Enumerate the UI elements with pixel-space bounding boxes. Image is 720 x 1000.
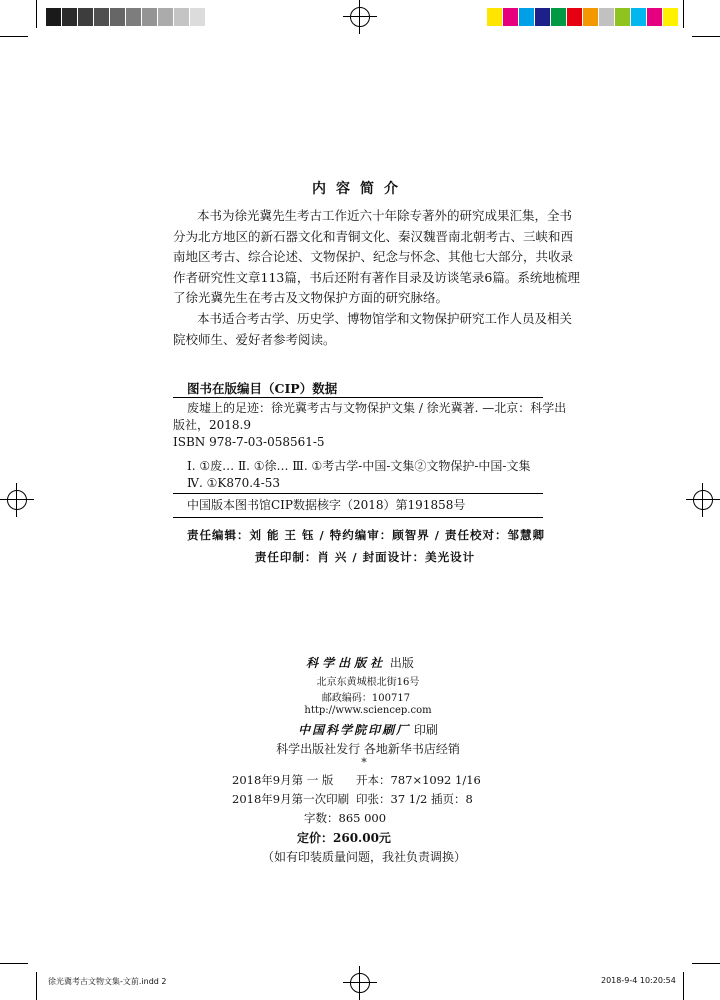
cip-verify-number: 中国版本图书馆CIP数据核字（2018）第191858号 (187, 498, 466, 512)
gray-swatch (46, 8, 61, 26)
crop-mark (683, 0, 684, 28)
quality-notice: （如有印装质量问题，我社负责调换） (262, 850, 467, 864)
sheets-info: 印张：37 1/2 插页：8 (356, 792, 473, 806)
publisher-postcode: 邮政编码：100717 (321, 693, 411, 704)
gray-swatch (62, 8, 77, 26)
color-swatch (615, 8, 630, 26)
cip-subject-line: Ⅰ. ①废… Ⅱ. ①徐… Ⅲ. ①考古学-中国-文集②文物保护-中国-文集 (187, 459, 531, 473)
divider (173, 493, 543, 494)
color-swatch (487, 8, 502, 26)
color-swatch (519, 8, 534, 26)
crop-mark (0, 963, 28, 964)
editor-credits: 责任编辑：刘 能 王 钰 / 特约编审：顾智界 / 责任校对：邹慧卿 (187, 528, 545, 542)
indd-timestamp: 2018-9-4 10:20:54 (601, 976, 676, 985)
gray-swatch (78, 8, 93, 26)
color-swatch (647, 8, 662, 26)
cip-entry-line: 废墟上的足迹：徐光冀考古与文物保护文集 / 徐光冀著. —北京：科学出 (187, 401, 567, 415)
color-swatch (663, 8, 678, 26)
intro-line: 南地区考古、综合论述、文物保护、纪念与怀念、其他七大部分，共收录 (173, 249, 574, 264)
intro-line: 了徐光冀先生在考古及文物保护方面的研究脉络。 (173, 290, 449, 305)
word-count: 字数：865 000 (304, 811, 387, 825)
crop-mark (36, 972, 37, 1000)
registration-mark-right (686, 483, 720, 517)
intro-line: 作者研究性文章113篇，书后还附有著作目录及访谈笔录6篇。系统地梳理 (173, 269, 580, 285)
printer-name-logotype: 中国科学院印刷厂 (298, 723, 411, 737)
intro-heading: 内容简介 (312, 181, 408, 197)
color-swatch (599, 8, 614, 26)
intro-line: 院校师生、爱好者参考阅读。 (173, 331, 336, 347)
publisher-name-logotype: 科学出版社 (306, 656, 387, 670)
registration-mark-left (0, 483, 34, 517)
intro-paragraph-2 (173, 309, 573, 350)
separator-star: * (361, 756, 367, 769)
price: 定价：260.00元 (297, 831, 391, 845)
divider (173, 397, 543, 398)
printer-line (0, 721, 720, 738)
color-swatch (567, 8, 582, 26)
printer-suffix: 印刷 (413, 723, 438, 737)
cip-title: 图书在版编目（CIP）数据 (187, 381, 338, 396)
cip-entry-line: 版社，2018.9 (173, 418, 251, 432)
printing-info: 2018年9月第一次印刷 (232, 792, 350, 806)
cip-subject-line: Ⅳ. ①K870.4-53 (187, 476, 281, 490)
intro-line: 本书适合考古学、历史学、博物馆学和文物保护研究工作人员及相关 (197, 311, 573, 326)
publisher-url: http://www.sciencep.com (304, 705, 432, 716)
divider (173, 517, 543, 518)
color-swatch (551, 8, 566, 26)
crop-mark (683, 972, 684, 1000)
crop-mark (692, 963, 720, 964)
gray-swatch (126, 8, 141, 26)
crop-mark (0, 36, 28, 37)
gray-swatch (158, 8, 173, 26)
gray-swatch (190, 8, 205, 26)
cip-subjects (187, 458, 530, 492)
gray-swatch (142, 8, 157, 26)
color-swatch (503, 8, 518, 26)
intro-paragraph-1 (173, 206, 580, 309)
crop-mark (36, 0, 37, 28)
intro-line: 分为北方地区的新石器文化和青铜文化、秦汉魏晋南北朝考古、三峡和西 (173, 228, 574, 244)
registration-mark-bottom (343, 966, 377, 1000)
gray-swatch (94, 8, 109, 26)
color-swatch (535, 8, 550, 26)
color-swatch (631, 8, 646, 26)
crop-mark (692, 36, 720, 37)
indd-file-slug: 徐光冀考古文物文集-文前.indd 2 (48, 977, 167, 986)
cip-entry (173, 400, 567, 451)
edition-info: 2018年9月第 一 版 (232, 773, 334, 787)
production-credits: 责任印制：肖 兴 / 封面设计：美光设计 (254, 550, 476, 564)
gray-swatch (110, 8, 125, 26)
cip-isbn: ISBN 978-7-03-058561-5 (173, 435, 325, 449)
registration-mark-top (343, 0, 377, 34)
publisher-line (0, 654, 720, 671)
color-swatch (583, 8, 598, 26)
gray-swatch (174, 8, 189, 26)
publisher-address: 北京东黄城根北街16号 (316, 677, 420, 688)
format-info: 开本：787×1092 1/16 (356, 773, 481, 787)
intro-line: 本书为徐光冀先生考古工作近六十年除专著外的研究成果汇集，全书 (197, 208, 573, 223)
publisher-suffix: 出版 (389, 656, 414, 670)
distribution-line: 科学出版社发行 各地新华书店经销 (276, 742, 460, 756)
